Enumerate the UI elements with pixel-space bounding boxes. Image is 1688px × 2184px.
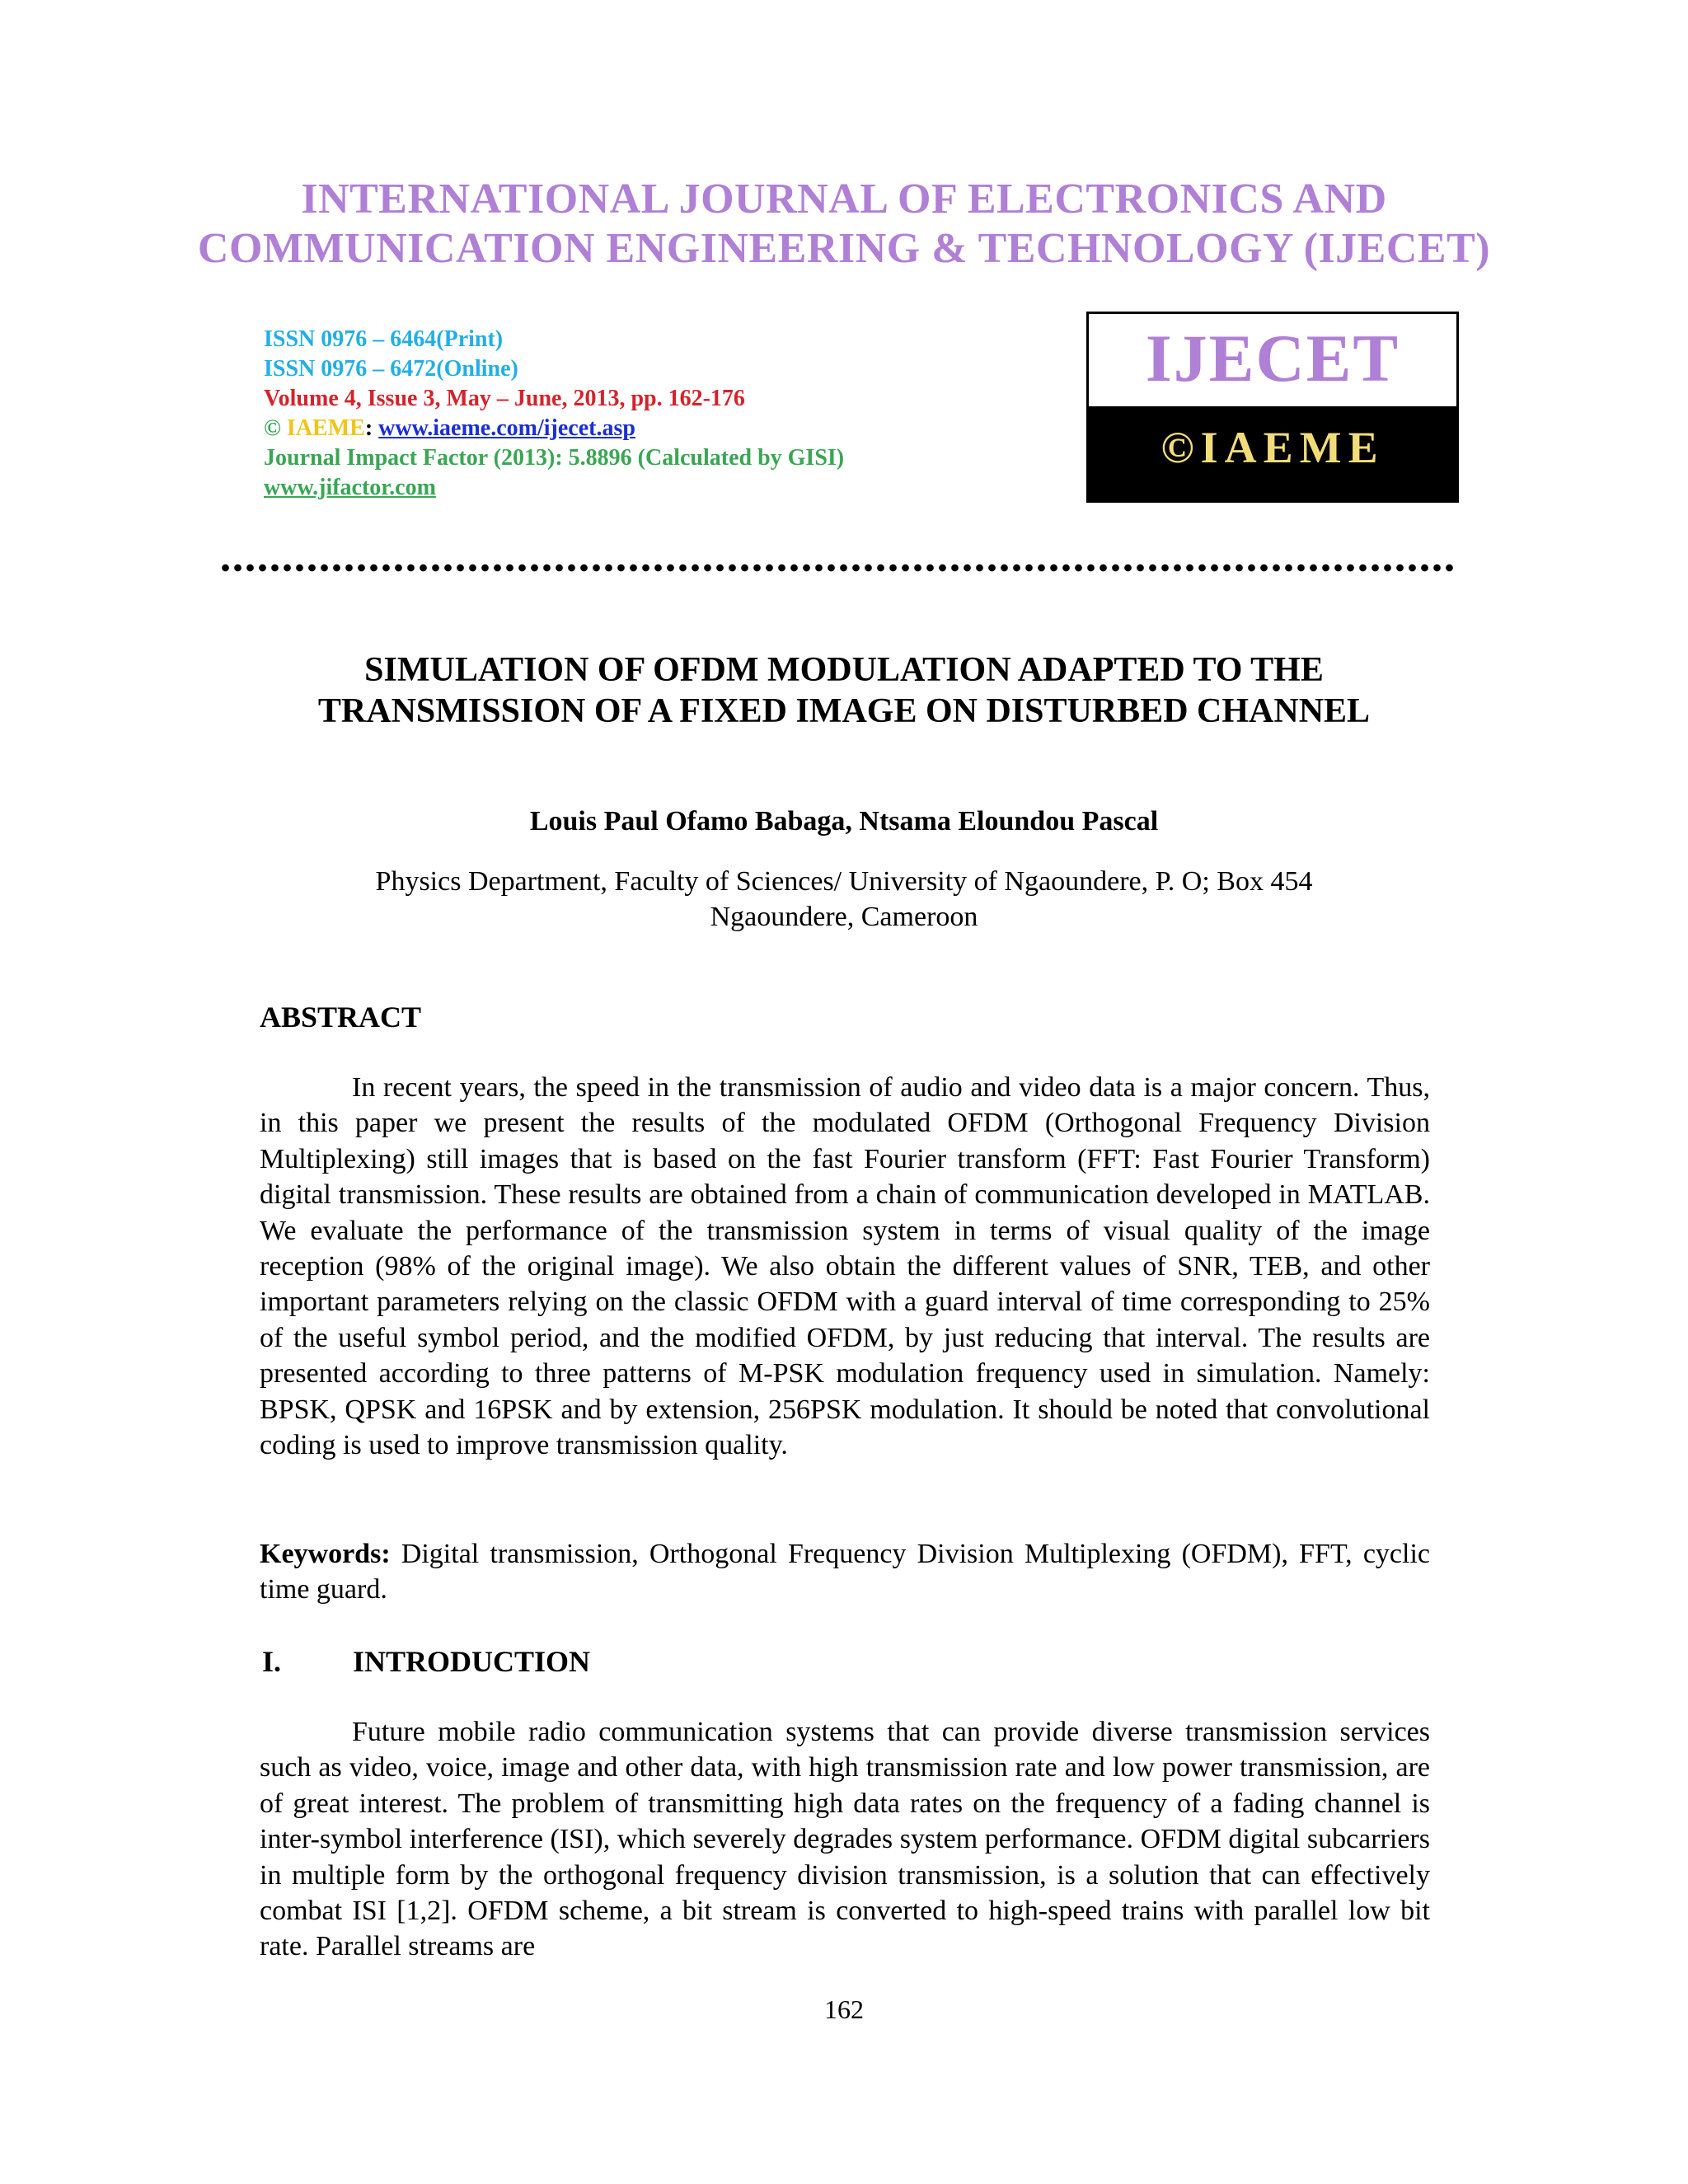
issn-online: ISSN 0976 – 6472(Online) [264,356,518,382]
journal-title-line-2: COMMUNICATION ENGINEERING & TECHNOLOGY (IJECET) [197,225,1491,272]
volume-info: Volume 4, Issue 3, May – June, 2013, pp. 162-176 [264,386,745,411]
page-number: 162 [824,1994,864,2024]
section-number: I. [262,1645,282,1678]
issn-print: ISSN 0976 – 6464(Print) [264,326,504,352]
jifactor-link[interactable]: www.jifactor.com [264,475,436,500]
affiliation-line-2: Ngaoundere, Cameroon [710,902,978,932]
abstract-text: In recent years, the speed in the transmission of audio and video data is a major concern. Thus, in this paper we present the results of the modulated OFDM (Orthogonal Frequency Division Multiplexing) still images that is based on the fast Fourier transform (FFT: Fast Fourier Transform) digital transmission. These results are obtained from a chain of communication developed in MATLAB. We evaluate the performance of the transmission system in terms of visual quality of the image reception (98% of the original image). We also obtain the different values of SNR, TEB, and other important parameters relying on the classic OFDM with a guard interval of time corresponding to 25% of the useful symbol period, and the modified OFDM, by just reducing that interval. The results are presented according to three patterns of M-PSK modulation frequency used in simulation. Namely: BPSK, QPSK and 16PSK and by extension, 256PSK modulation. It should be noted that convolutional coding is used to improve transmission quality. [260,1072,1430,1461]
dotted-divider [219,564,1457,572]
keywords-label: Keywords: [260,1539,391,1569]
publisher-colon: : [364,415,373,441]
publisher-name: IAEME [286,415,365,441]
authors: Louis Paul Ofamo Babaga, Ntsama Eloundou Pascal [529,806,1159,837]
affiliation-line-1: Physics Department, Faculty of Sciences/ University of Ngaoundere, P. O; Box 454 [375,866,1313,897]
logo-publisher: ©IAEME [1089,406,1456,503]
abstract-heading: ABSTRACT [260,1001,422,1033]
logo-title: IJECET [1089,314,1456,403]
publisher-line [264,414,635,443]
journal-title-line-1: INTERNATIONAL JOURNAL OF ELECTRONICS AND [301,176,1387,223]
introduction-text: Future mobile radio communication systems that can provide diverse transmission services such as video, voice, image and other data, with high transmission rate and low power transmission, are of great interest. The problem of transmitting high data rates on the frequency of a fading channel is inter-symbol interference (ISI), which severely degrades system performance. OFDM digital subcarriers in multiple form by the orthogonal frequency division transmission, is a solution that can effectively combat ISI [1,2]. OFDM scheme, a bit stream is converted to high-speed trains with parallel low bit rate. Parallel streams are [260,1717,1430,1962]
paper-title-line-2: TRANSMISSION OF A FIXED IMAGE ON DISTURBED CHANNEL [317,692,1371,730]
paper-title-line-1: SIMULATION OF OFDM MODULATION ADAPTED TO THE [364,651,1324,689]
keywords-text: Digital transmission, Orthogonal Frequency Division Multiplexing (OFDM), FFT, cyclic time guard. [260,1539,1430,1605]
section-title-introduction: INTRODUCTION [353,1645,591,1678]
impact-factor: Journal Impact Factor (2013): 5.8896 (Calculated by GISI) [264,445,845,471]
journal-url-link[interactable]: www.iaeme.com/ijecet.asp [378,415,635,441]
keywords [260,1536,1430,1607]
copyright-symbol: © [264,415,281,441]
journal-logo [1086,312,1459,503]
